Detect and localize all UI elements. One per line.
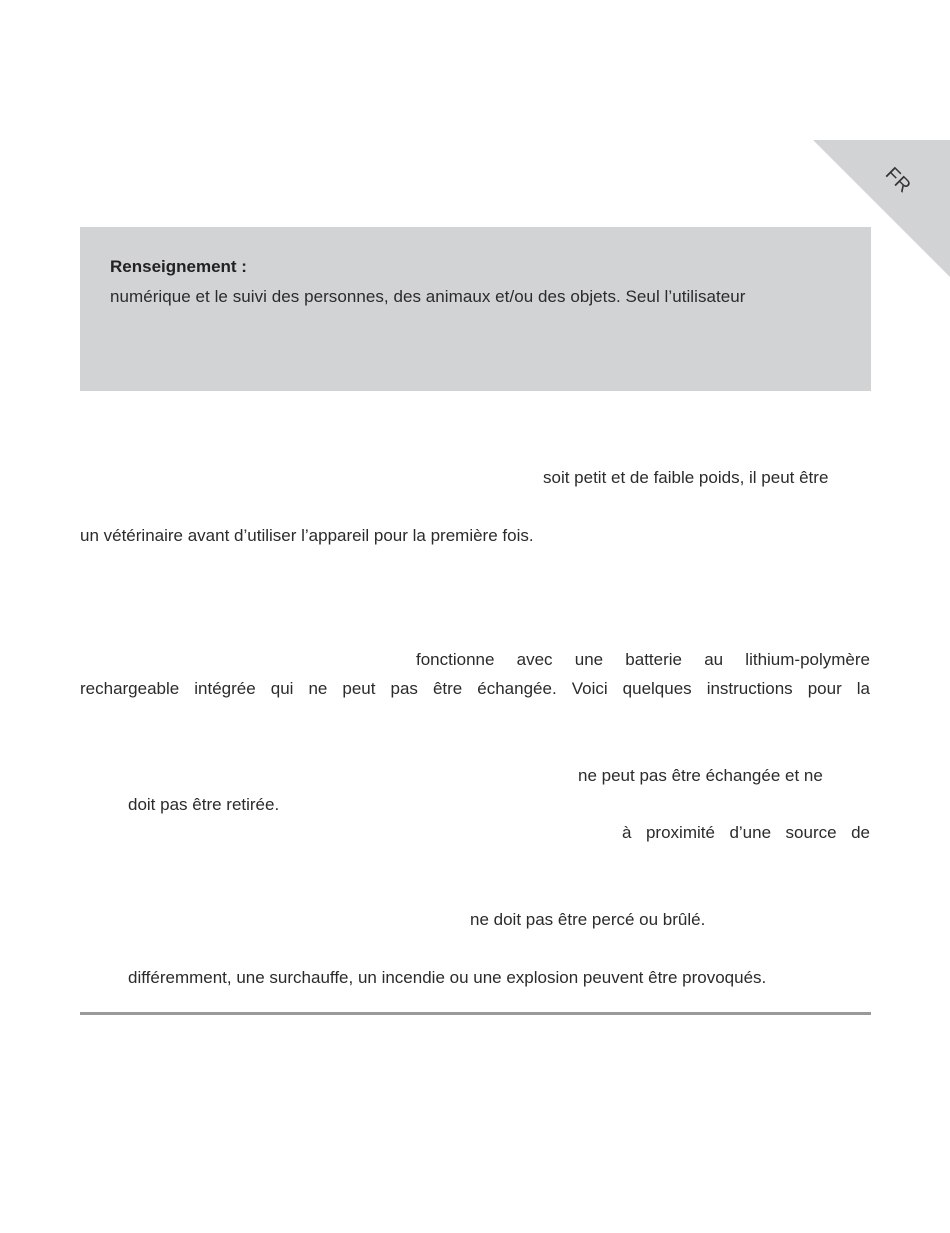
paragraph-2-line-2: rechargeable intégrée qui ne peut pas être échangée. Voici quelques instructions pour la	[80, 679, 870, 698]
paragraph-1-line-1: soit petit et de faible poids, il peut être	[543, 468, 829, 487]
battery-item-3-line-1: ne doit pas être percé ou brûlé.	[470, 910, 706, 929]
information-box	[80, 227, 871, 391]
language-label: FR	[880, 163, 916, 198]
battery-item-1-line-2: doit pas être retirée.	[128, 795, 280, 814]
paragraph-1-line-2: un vétérinaire avant d’utiliser l’appareil pour la première fois.	[80, 526, 534, 545]
battery-item-4-line-1: différemment, une surchauffe, un incendie ou une explosion peuvent être provoqués.	[128, 968, 767, 987]
information-text-line: numérique et le suivi des personnes, des animaux et/ou des objets. Seul l’utilisateur	[110, 287, 746, 306]
paragraph-2-line-1: fonctionne avec une batterie au lithium-polymère	[416, 650, 870, 669]
battery-item-1-line-1: ne peut pas être échangée et ne	[578, 766, 823, 785]
section-divider	[80, 1012, 871, 1015]
information-title: Renseignement :	[110, 257, 247, 276]
battery-item-2-line-1: à proximité d’une source de	[622, 823, 870, 842]
